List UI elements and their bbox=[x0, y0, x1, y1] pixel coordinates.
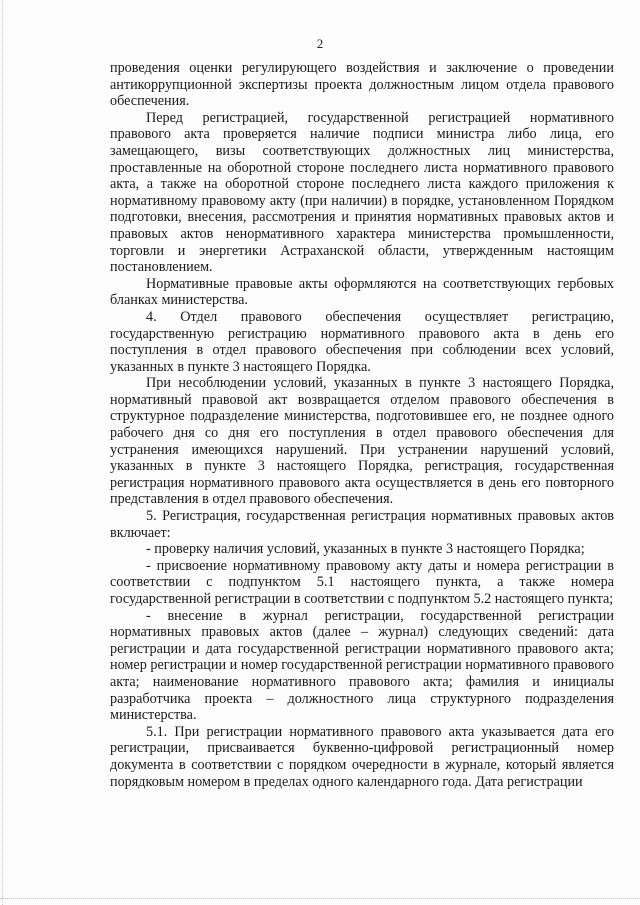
paragraph-blanks: Нормативные правовые акты оформляются на соответствующих гербовых бланках министерства. bbox=[110, 275, 614, 309]
paragraph-noncompliance: При несоблюдении условий, указанных в пункте 3 настоящего Порядка, нормативный правовой акт возвращается отделом правового обеспечения в структурное подразделение министерства, подготовившее его, не позднее одного рабочего дня со дня его поступления в отдел правового обеспечения для устранения имеющихся нарушений. При устранении нарушений условий, указанных в пункте 3 настоящего Порядка, регистрация, государственная регистрация нормативного правового акта осуществляется в день его повторного представления в отдел правового обеспечения. bbox=[110, 375, 614, 508]
page-number: 2 bbox=[316, 36, 324, 51]
scan-edge-left bbox=[2, 0, 4, 905]
scan-edge-bottom bbox=[0, 898, 640, 900]
document-body bbox=[110, 60, 614, 790]
paragraph-item-5-1: 5.1. При регистрации нормативного правового акта указывается дата его регистрации, присваивается буквенно-цифровой регистрационный номер документа в соответствии с порядком очередности в журнале, который является порядковым номером в пределах одного календарного года. Дата регистрации bbox=[110, 723, 614, 790]
paragraph-item-5: 5. Регистрация, государственная регистрация нормативных правовых актов включает: bbox=[110, 508, 614, 541]
paragraph-signature-check: Перед регистрацией, государственной регистрацией нормативного правового акта проверяется наличие подписи министра либо лица, его замещающего, визы соответствующих должностных лиц министерства, проставленные на оборотной стороне последнего листа нормативного правового акта, а также на оборотной стороне последнего листа каждого приложения к нормативному правовому акту (при наличии) в порядке, установленном Порядком подготовки, внесения, рассмотрения и принятия нормативных правовых актов и правовых актов ненормативного характера министерства промышленности, торговли и энергетики Астраханской области, утвержденным настоящим постановлением. bbox=[110, 109, 614, 276]
paragraph-item-4: 4. Отдел правового обеспечения осуществляет регистрацию, государственную регистрацию нормативного правового акта в день его поступления в отдел правового обеспечения при соблюдении всех условий, указанных в пункте 3 настоящего Порядка. bbox=[110, 308, 614, 375]
list-item-assign: - присвоение нормативному правовому акту даты и номера регистрации в соответствии с подпунктом 5.1 настоящего пункта, а также номера государственной регистрации в соответствии с подпунктом 5.2 настоящего пункта; bbox=[110, 557, 614, 607]
list-item-journal: - внесение в журнал регистрации, государственной регистрации нормативных правовых актов (далее – журнал) следующих сведений: дата регистрации и дата государственной регистрации нормативного правового акта; номер регистрации и номер государственной регистрации нормативного правового акта; наименование нормативного правового акта; фамилия и инициалы разработчика проекта – должностного лица структурного подразделения министерства. bbox=[110, 607, 614, 724]
paragraph-continuation: проведения оценки регулирующего воздействия и заключение о проведении антикоррупционной экспертизы проекта должностным лицом отдела правового обеспечения. bbox=[110, 60, 614, 110]
list-item-check: - проверку наличия условий, указанных в пункте 3 настоящего Порядка; bbox=[146, 541, 585, 558]
